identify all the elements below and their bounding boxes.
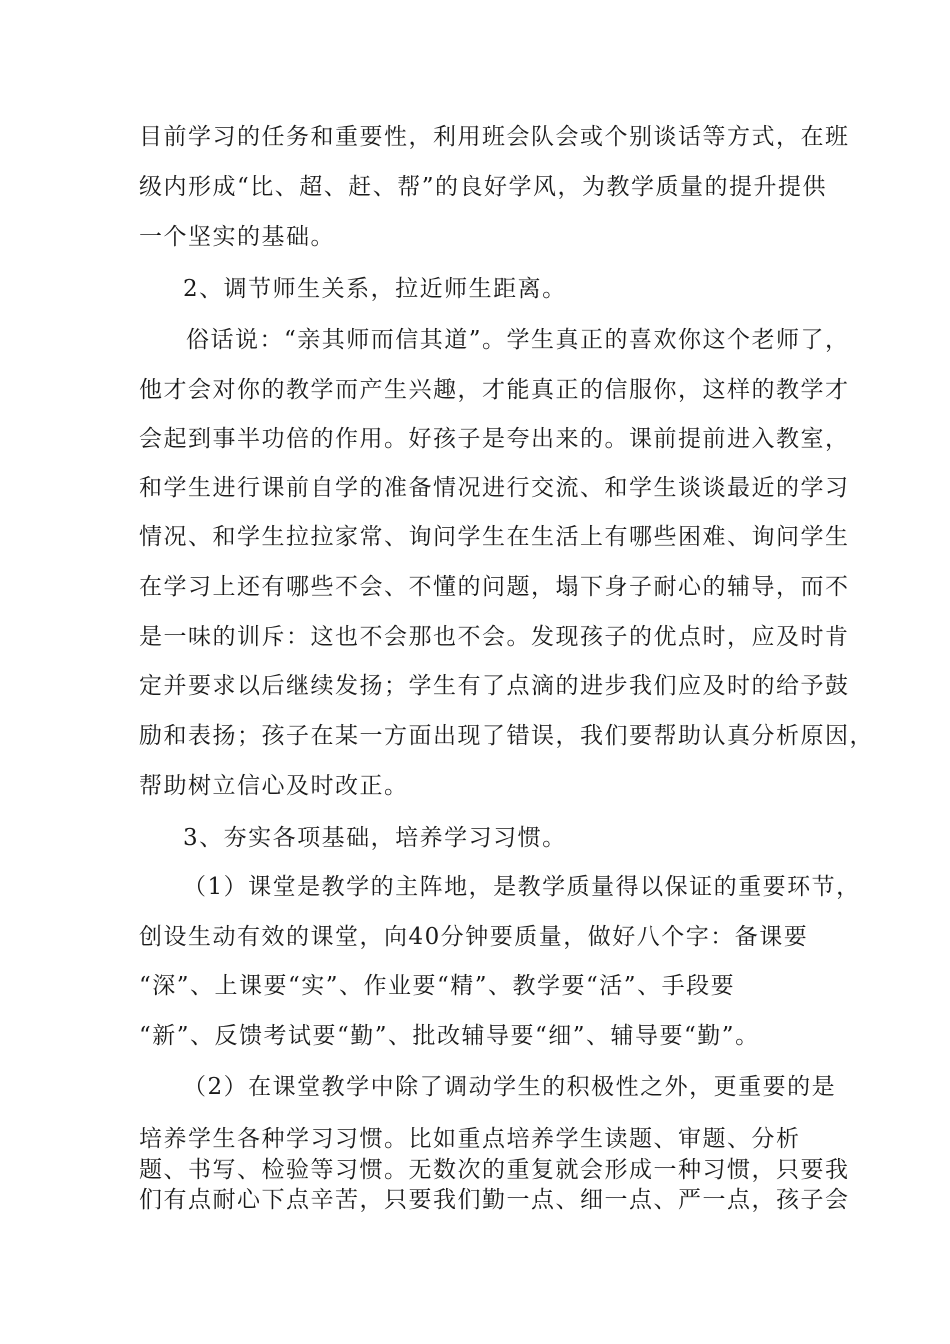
text-line: 目前学习的任务和重要性，利用班会队会或个别谈话等方式，在班 [139, 124, 850, 150]
text-line: “深”、上课要“实”、作业要“精”、教学要“活”、手段要 [139, 973, 736, 999]
text-line: （2）在课堂教学中除了调动学生的积极性之外，更重要的是 [183, 1074, 837, 1100]
text-line: 题、书写、检验等习惯。无数次的重复就会形成一种习惯，只要我 [139, 1157, 850, 1183]
section-heading: 3、夯实各项基础，培养学习习惯。 [183, 825, 567, 851]
text-line: 级内形成“比、超、赶、帮”的良好学风，为教学质量的提升提供 [139, 174, 828, 200]
text-line: 俗话说：“亲其师而信其道”。学生真正的喜欢你这个老师了， [186, 327, 850, 353]
text-line: 情况、和学生拉拉家常、询问学生在生活上有哪些困难、询问学生 [139, 524, 850, 550]
text-line: 和学生进行课前自学的准备情况进行交流、和学生谈谈最近的学习 [139, 475, 850, 501]
text-line: 一个坚实的基础。 [139, 224, 335, 250]
text-line: 他才会对你的教学而产生兴趣，才能真正的信服你，这样的教学才 [139, 377, 850, 403]
text-line: （1）课堂是教学的主阵地，是教学质量得以保证的重要环节， [183, 874, 861, 900]
text-line: “新”、反馈考试要“勤”、批改辅导要“细”、辅导要“勤”。 [139, 1023, 760, 1049]
text-line: 帮助树立信心及时改正。 [139, 773, 409, 799]
text-line: 们有点耐心下点辛苦，只要我们勤一点、细一点、严一点，孩子会 [139, 1187, 850, 1213]
section-heading: 2、调节师生关系，拉近师生距离。 [183, 276, 567, 302]
text-line: 创设生动有效的课堂，向40分钟要质量，做好八个字：备课要 [139, 924, 809, 950]
text-line: 会起到事半功倍的作用。好孩子是夸出来的。课前提前进入教室， [139, 426, 850, 452]
text-line: 在学习上还有哪些不会、不懂的问题，塌下身子耐心的辅导，而不 [139, 574, 850, 600]
text-line: 定并要求以后继续发扬；学生有了点滴的进步我们应及时的给予鼓 [139, 673, 850, 699]
text-line: 是一味的训斥：这也不会那也不会。发现孩子的优点时，应及时肯 [139, 624, 850, 650]
text-line: 励和表扬；孩子在某一方面出现了错误，我们要帮助认真分析原因， [139, 723, 874, 749]
text-line: 培养学生各种学习习惯。比如重点培养学生读题、审题、分析 [139, 1126, 801, 1152]
